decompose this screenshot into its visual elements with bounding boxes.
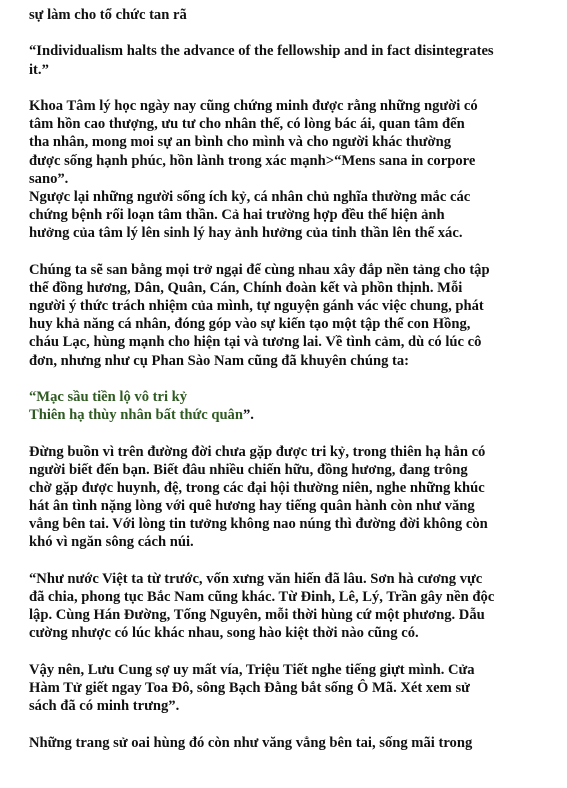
text-line: hưởng của tâm lý lên sinh lý hay ảnh hưởng của tinh thần lên thể xác. — [29, 225, 463, 242]
poem-line-2-text: Thiên hạ thùy nhân bất thức quân — [29, 407, 243, 424]
text-line: sano”. — [29, 170, 69, 187]
text-line: người ý thức trách nhiệm của mình, tự nguyện gánh vác việc chung, phát — [29, 298, 484, 314]
text-line: vẳng bên tai. Với lòng tin tưởng không nao núng thì đường đời không còn — [29, 516, 488, 533]
text-line: hát ân tình nặng lòng với quê hương hay tiếng quân hành còn như văng — [29, 498, 475, 515]
paragraph-2-quote — [29, 42, 549, 78]
text-line: người biết đến bạn. Biết đâu nhiều chiến hữu, đồng hương, đang trông — [29, 461, 468, 478]
text-line: Hàm Tử giết ngay Toa Đô, sông Bạch Đằng bắt sống Ô Mã. Xét xem sử — [29, 679, 470, 696]
text-line: chứng bệnh rối loạn tâm thần. Cả hai trường hợp đều thể hiện ảnh — [29, 207, 445, 224]
text-line: Ngược lại những người sống ích kỷ, cá nhân chủ nghĩa thường mắc các — [29, 188, 471, 205]
text-line: được sống hạnh phúc, hồn lành trong xác mạnh>“Mens sana in corpore — [29, 152, 476, 169]
text-line: huy khả năng cá nhân, đóng góp vào sự kiến tạo một tập thể con Hồng, — [29, 316, 471, 333]
text-line: thể đồng hương, Dân, Quân, Cán, Chính đoàn kết và phồn thịnh. Mỗi — [29, 279, 463, 296]
paragraph-7 — [29, 661, 549, 716]
text-line: sách đã có minh trưng”. — [29, 698, 180, 715]
text-line: tâm hồn cao thượng, ưu tư cho nhân thế, có lòng bác ái, quan tâm đến — [29, 116, 465, 133]
poem-line-2 — [29, 406, 549, 424]
text-line: cường nhược có lúc khác nhau, song hào kiệt thời nào cũng có. — [29, 625, 419, 642]
text-line: “Như nước Việt ta từ trước, vốn xưng văn hiến đã lâu. Sơn hà cương vực — [29, 570, 483, 587]
text-line: đơn, nhưng như cụ Phan Sào Nam cũng đã khuyên chúng ta: — [29, 352, 410, 369]
paragraph-3 — [29, 97, 549, 243]
text-line: “Individualism halts the advance of the fellowship and in fact disintegrates — [29, 43, 494, 60]
text-line: Những trang sử oai hùng đó còn như văng vẳng bên tai, sống mãi trong — [29, 734, 473, 751]
text-line: lập. Cùng Hán Đường, Tống Nguyên, mỗi thời hùng cứ một phương. Dẫu — [29, 607, 485, 624]
text-line: tha nhân, mong moi sự an bình cho mình và cho người khác thường — [29, 134, 451, 151]
poem-line-2-end: ”. — [242, 407, 254, 424]
poem-quote — [29, 388, 549, 424]
text-line: Đừng buồn vì trên đường đời chưa gặp được tri kỷ, trong thiên hạ hẳn có — [29, 443, 486, 460]
paragraph-5 — [29, 443, 549, 552]
paragraph-6-quote — [29, 570, 549, 643]
text-line: it.” — [29, 61, 49, 78]
text-line: đã chia, phong tục Bắc Nam cũng khác. Từ Đinh, Lê, Lý, Trần gây nền độc — [29, 589, 495, 605]
text-line: chờ gặp được huynh, đệ, trong các đại hội thường niên, nghe những khúc — [29, 479, 485, 496]
document-page — [29, 6, 549, 752]
poem-line-1: “Mạc sầu tiền lộ vô tri kỷ — [29, 388, 188, 405]
paragraph-4 — [29, 261, 549, 370]
text-line: Vậy nên, Lưu Cung sợ uy mất vía, Triệu Tiết nghe tiếng giựt mình. Cửa — [29, 661, 475, 678]
paragraph-8 — [29, 734, 549, 752]
text-line: sự làm cho tổ chức tan rã — [29, 7, 187, 23]
text-line: Chúng ta sẽ san bằng mọi trở ngại để cùng nhau xây đắp nền tảng cho tập — [29, 261, 490, 278]
text-line: Khoa Tâm lý học ngày nay cũng chứng minh được rằng những người có — [29, 97, 478, 114]
text-line: khó vì ngăn sông cách núi. — [29, 534, 194, 551]
text-line: cháu Lạc, hùng mạnh cho hiện tại và tương lai. Về tình cảm, dù có lúc cô — [29, 334, 482, 351]
paragraph-1 — [29, 6, 549, 24]
